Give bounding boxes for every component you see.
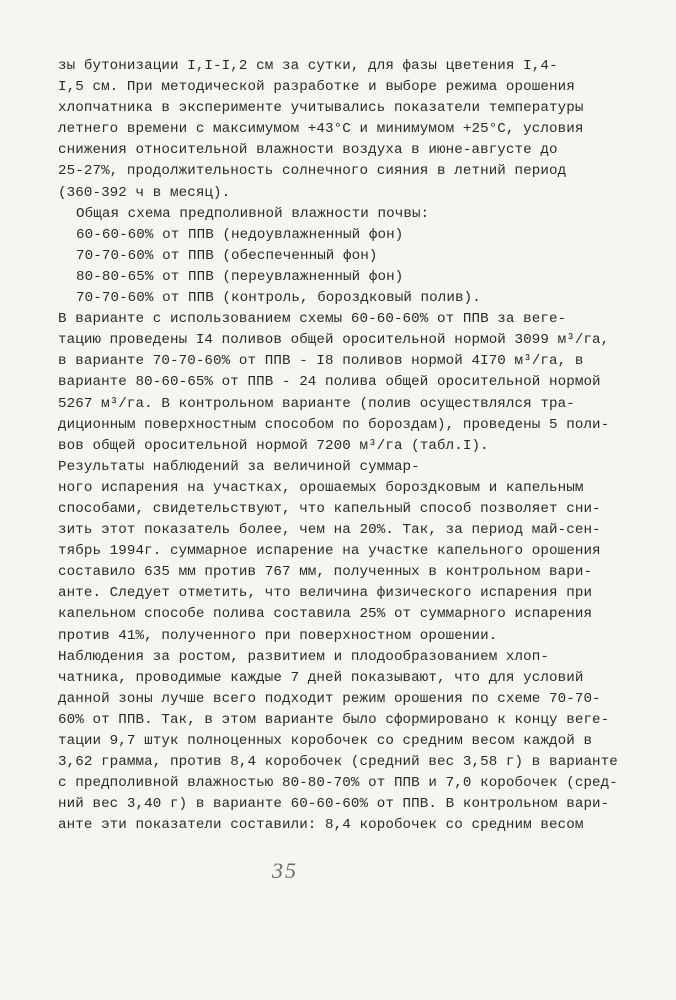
- text-line: В варианте с использованием схемы 60-60-60% от ППВ за веге-: [58, 311, 567, 328]
- text-line: (360-392 ч в месяц).: [58, 184, 231, 201]
- text-line: I,5 см. При методической разработке и выборе режима орошения: [58, 79, 575, 96]
- text-line: против 41%, полученного при поверхностном орошении.: [58, 627, 498, 644]
- text-line: тации 9,7 штук полноценных коробочек со средним весом каждой в: [58, 733, 593, 749]
- text-line: снижения относительной влажности воздуха в июне-августе до: [58, 142, 558, 159]
- text-line: 70-70-60% от ППВ (контроль, бороздковый полив).: [76, 290, 481, 307]
- text-line: зы бутонизации I,I-I,2 см за сутки, для фазы цветения I,4-: [58, 58, 558, 74]
- text-line: ний вес 3,40 г) в варианте 60-60-60% от ППВ. В контрольном вари-: [58, 796, 610, 813]
- text-line: способами, свидетельствуют, что капельный способ позволяет сни-: [58, 500, 601, 517]
- text-line: диционным поверхностным способом по бороздам), проведены 5 поли-: [58, 416, 610, 433]
- text-line: хлопчатника в эксперименте учитывались показатели температуры: [58, 100, 584, 117]
- text-line: Результаты наблюдений за величиной суммар-: [58, 458, 420, 475]
- text-line: Общая схема предполивной влажности почвы:: [76, 205, 430, 222]
- text-line: 60-60-60% от ППВ (недоувлажненный фон): [76, 226, 404, 243]
- text-line: с предполивной влажностью 80-80-70% от ППВ и 7,0 коробочек (сред-: [58, 775, 618, 792]
- text-line: тябрь 1994г. суммарное испарение на участке капельного орошения: [58, 543, 601, 560]
- text-line: варианте 80-60-65% от ППВ - 24 полива общей оросительной нормой: [58, 374, 601, 391]
- body-text: [58, 56, 628, 836]
- text-line: 70-70-60% от ППВ (обеспеченный фон): [76, 247, 378, 264]
- text-line: Наблюдения за ростом, развитием и плодообразованием хлоп-: [58, 648, 549, 665]
- text-line: тацию проведены I4 поливов общей оросительной нормой 3099 м³/га,: [58, 332, 610, 349]
- text-line: в варианте 70-70-60% от ППВ - I8 поливов нормой 4I70 м³/га, в: [58, 353, 584, 370]
- text-line: 80-80-65% от ППВ (переувлажненный фон): [76, 268, 404, 285]
- text-line: зить этот показатель более, чем на 20%. Так, за период май-сен-: [58, 522, 601, 539]
- text-line: ного испарения на участках, орошаемых бороздковым и капельным: [58, 479, 584, 496]
- text-line: летнего времени с максимумом +43°С и минимумом +25°С, условия: [58, 121, 584, 138]
- text-line: 25-27%, продолжительность солнечного сияния в летний период: [58, 163, 567, 180]
- text-line: 60% от ППВ. Так, в этом варианте было сформировано к концу веге-: [58, 711, 610, 728]
- text-line: 5267 м³/га. В контрольном варианте (полив осуществлялся тра-: [58, 395, 575, 412]
- text-line: капельном способе полива составила 25% от суммарного испарения: [58, 606, 593, 623]
- text-line: составило 635 мм против 767 мм, полученных в контрольном вари-: [58, 564, 593, 581]
- page-number: 35: [272, 858, 298, 883]
- text-line: 3,62 грамма, против 8,4 коробочек (средний вес 3,58 г) в варианте: [58, 754, 618, 771]
- text-line: анте эти показатели составили: 8,4 коробочек со средним весом: [58, 817, 584, 834]
- text-line: чатника, проводимые каждые 7 дней показывают, что для условий: [58, 669, 584, 686]
- text-line: анте. Следует отметить, что величина физического испарения при: [58, 585, 593, 602]
- text-line: данной зоны лучше всего подходит режим орошения по схеме 70-70-: [58, 690, 601, 707]
- text-line: вов общей оросительной нормой 7200 м³/га (табл.I).: [58, 437, 489, 454]
